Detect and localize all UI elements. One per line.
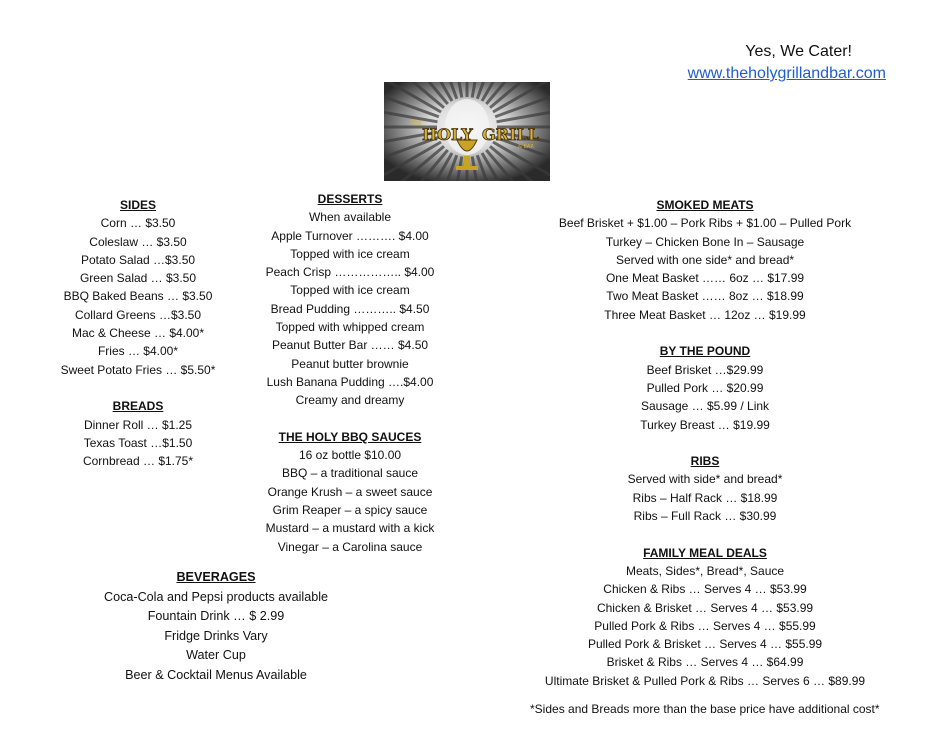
smoked-meats-heading: SMOKED MEATS — [656, 198, 754, 212]
menu-item: Grim Reaper – a spicy sauce — [272, 503, 428, 518]
menu-item: Mac & Cheese … $4.00* — [71, 326, 205, 341]
menu-item: Pulled Pork & Brisket … Serves 4 … $55.99 — [587, 637, 823, 652]
beverages-section — [96, 568, 336, 686]
cater-text: Yes, We Cater! — [745, 43, 852, 60]
menu-item: Vinegar – a Carolina sauce — [277, 539, 423, 554]
menu-item: Beef Brisket …$29.99 — [646, 362, 764, 377]
holy-grill-logo — [384, 82, 550, 181]
menu-item: Cornbread … $1.75* — [82, 454, 194, 469]
menu-item: Topped with ice cream — [290, 246, 410, 261]
svg-text:HOLY: HOLY — [422, 125, 473, 144]
menu-item: Coleslaw … $3.50 — [89, 234, 187, 249]
menu-item: Three Meat Basket … 12oz … $19.99 — [604, 307, 806, 322]
svg-text:& BAR: & BAR — [518, 144, 534, 150]
menu-item: Chicken & Brisket … Serves 4 … $53.99 — [596, 600, 814, 615]
menu-item: Chicken & Ribs … Serves 4 … $53.99 — [603, 582, 807, 597]
menu-item: Topped with ice cream — [290, 283, 410, 298]
menu-item: Ribs – Half Rack … $18.99 — [632, 490, 778, 505]
menu-item: Dinner Roll … $1.25 — [83, 417, 193, 432]
menu-item: Corn … $3.50 — [100, 216, 176, 231]
menu-item: Sweet Potato Fries … $5.50* — [60, 362, 216, 377]
svg-text:THE: THE — [410, 120, 422, 127]
menu-item: Apple Turnover ………. $4.00 — [271, 228, 429, 243]
menu-item: Pulled Pork … $20.99 — [646, 380, 764, 395]
menu-item: Collard Greens …$3.50 — [74, 307, 202, 322]
menu-item: BBQ – a traditional sauce — [281, 466, 419, 481]
menu-item: One Meat Basket …… 6oz … $17.99 — [605, 271, 805, 286]
menu-item: Creamy and dreamy — [295, 393, 405, 408]
menu-item: Peanut butter brownie — [291, 356, 409, 371]
menu-item: Fridge Drinks Vary — [164, 628, 268, 643]
sides-heading: SIDES — [119, 198, 156, 212]
menu-item: Pulled Pork & Ribs … Serves 4 … $55.99 — [594, 618, 816, 633]
smoked-meats-section — [540, 196, 870, 690]
menu-item: Beef Brisket + $1.00 – Pork Ribs + $1.00 – Pulled Pork — [558, 216, 852, 231]
breads-heading: BREADS — [112, 399, 164, 414]
sauces-heading: THE HOLY BBQ SAUCES — [278, 429, 422, 444]
menu-item: Coca-Cola and Pepsi products available — [103, 589, 329, 604]
footnote: *Sides and Breads more than the base price have additional cost* — [530, 702, 880, 716]
menu-item: Peanut Butter Bar …… $4.50 — [271, 338, 429, 353]
menu-item: 16 oz bottle $10.00 — [298, 448, 402, 463]
website-link[interactable]: www.theholygrillandbar.com — [687, 65, 886, 82]
ribs-heading: RIBS — [690, 454, 720, 469]
menu-item: Bread Pudding ……….. $4.50 — [270, 301, 430, 316]
sides-section — [40, 196, 236, 470]
menu-item: Served with one side* and bread* — [615, 252, 795, 267]
by-the-pound-heading: BY THE POUND — [659, 344, 751, 359]
menu-item: BBQ Baked Beans … $3.50 — [63, 289, 213, 304]
menu-item: Ribs – Full Rack … $30.99 — [633, 509, 777, 524]
menu-item: When available — [308, 210, 392, 225]
menu-item: Turkey – Chicken Bone In – Sausage — [605, 234, 805, 249]
menu-item: Turkey Breast … $19.99 — [640, 417, 770, 432]
menu-item: Peach Crisp …………….. $4.00 — [265, 265, 435, 280]
menu-item: Mustard – a mustard with a kick — [265, 521, 435, 536]
beverages-heading: BEVERAGES — [176, 570, 256, 584]
menu-item: Lush Banana Pudding ….$4.00 — [266, 374, 434, 389]
menu-item: Served with side* and bread* — [627, 472, 783, 487]
menu-item: Beer & Cocktail Menus Available — [125, 667, 307, 682]
menu-item: Potato Salad …$3.50 — [80, 252, 196, 267]
menu-item: Meats, Sides*, Bread*, Sauce — [625, 563, 785, 578]
menu-item: Two Meat Basket …… 8oz … $18.99 — [606, 289, 804, 304]
menu-item: Texas Toast …$1.50 — [83, 435, 193, 450]
family-meals-heading: FAMILY MEAL DEALS — [643, 545, 767, 560]
svg-text:GRILL: GRILL — [482, 125, 539, 144]
menu-item: Green Salad … $3.50 — [79, 271, 197, 286]
menu-item: Brisket & Ribs … Serves 4 … $64.99 — [606, 655, 804, 670]
menu-item: Topped with whipped cream — [275, 320, 425, 335]
menu-item: Orange Krush – a sweet sauce — [267, 484, 433, 499]
menu-item: Ultimate Brisket & Pulled Pork & Ribs … Serves 6 … $89.99 — [544, 673, 866, 688]
menu-item: Fountain Drink … $ 2.99 — [147, 609, 285, 624]
desserts-section — [262, 190, 438, 556]
desserts-heading: DESSERTS — [317, 192, 383, 206]
menu-item: Sausage … $5.99 / Link — [640, 399, 770, 414]
menu-item: Water Cup — [186, 648, 246, 663]
menu-item: Fries … $4.00* — [97, 344, 179, 359]
